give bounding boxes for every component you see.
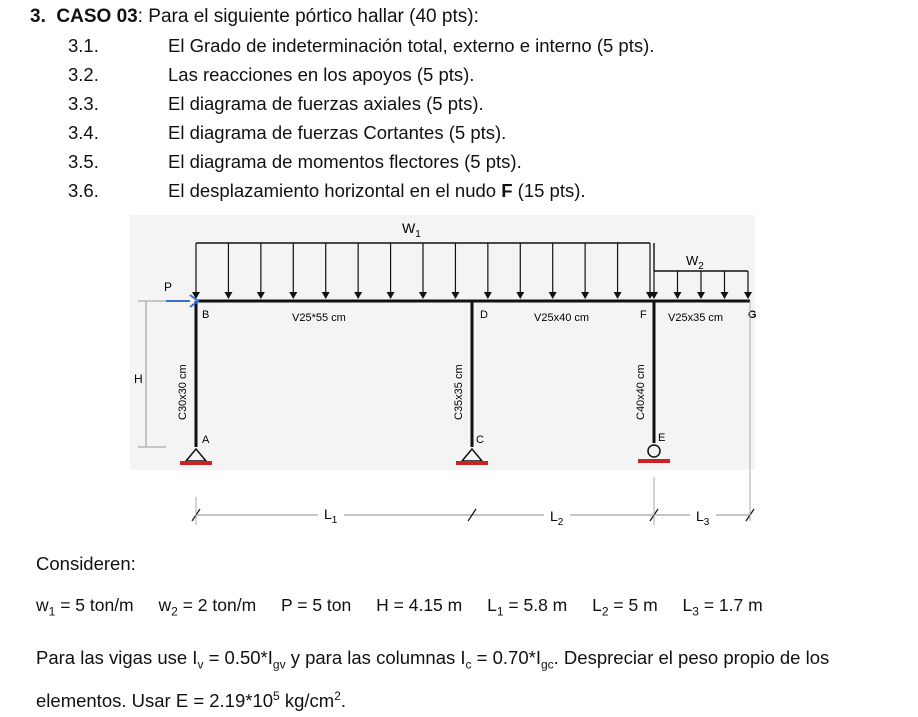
L2-label: $L_2$ (550, 508, 564, 528)
node-B-label: B (202, 309, 210, 321)
node-G-label: G (748, 309, 757, 321)
item-number: 3.1. (68, 35, 99, 56)
consideren-heading: Consideren: (36, 553, 136, 574)
case-label: CASO 03 (56, 6, 138, 27)
item-number: 3.5. (68, 151, 99, 172)
L1-label: $L_1$ (324, 506, 338, 526)
item-text-pre: El desplazamiento horizontal en el nudo (168, 180, 502, 201)
given-values (36, 595, 783, 619)
column-EF-label: C40x40 cm (635, 364, 647, 420)
node-E-label: E (658, 432, 666, 444)
column-CD-label: C35x35 cm (453, 364, 465, 420)
value-P: P = 5 ton (281, 595, 352, 615)
H-label: H (134, 372, 143, 386)
P-label: P (164, 280, 173, 294)
value-w2: $w_2 = 2$ ton/m (158, 595, 257, 619)
item-text: El diagrama de momentos flectores (5 pts). (168, 151, 522, 172)
item-text (168, 180, 586, 202)
node-f-label: F (501, 180, 513, 201)
item-text: El diagrama de fuerzas axiales (5 pts). (168, 93, 484, 114)
instructions-note: Para las vigas use $I_v = 0.50*I_{gv}$ y para las columnas $I_c = 0.70*I_{gc}$. Despreciar el peso propio de los elementos. Usar $E = 2.19*10^5$ $kg/cm^2$. (36, 647, 830, 711)
frame-diagram (130, 215, 770, 535)
node-F-label: F (640, 309, 647, 321)
question-intro: : Para el siguiente pórtico hallar (40 pts): (137, 6, 479, 27)
beam-DF-label: V25x40 cm (534, 312, 590, 324)
w1-label: $W_1$ (402, 220, 421, 240)
item-number: 3.2. (68, 64, 99, 85)
node-A-label: A (202, 434, 210, 446)
item-text-post: (15 pts). (512, 180, 586, 201)
distributed-load-w1 (192, 243, 654, 299)
frame-diagram-svg (130, 215, 770, 535)
item-number: 3.4. (68, 122, 99, 143)
question-number: 3. (30, 6, 46, 27)
node-D-label: D (480, 309, 488, 321)
w2-label: $W_2$ (686, 253, 704, 272)
value-L3: $L_3 = 1.7$ m (682, 595, 763, 619)
beam-FG-label: V25x35 cm (668, 312, 724, 324)
column-AB-label: C30x30 cm (177, 364, 189, 420)
item-text: El diagrama de fuerzas Cortantes (5 pts). (168, 122, 507, 143)
item-number: 3.6. (68, 180, 99, 201)
value-H: H = 4.15 m (376, 595, 463, 615)
question-title (30, 6, 479, 28)
beam-BD-label: V25*55 cm (292, 312, 346, 324)
item-number: 3.3. (68, 93, 99, 114)
item-text: El Grado de indeterminación total, externo e interno (5 pts). (168, 35, 655, 56)
L3-label: $L_3$ (696, 508, 710, 528)
item-text: Las reacciones en los apoyos (5 pts). (168, 64, 475, 85)
value-L2: $L_2 = 5$ m (592, 595, 658, 619)
node-C-label: C (476, 434, 484, 446)
value-w1: $w_1 = 5$ ton/m (36, 595, 134, 619)
value-L1: $L_1 = 5.8$ m (487, 595, 568, 619)
